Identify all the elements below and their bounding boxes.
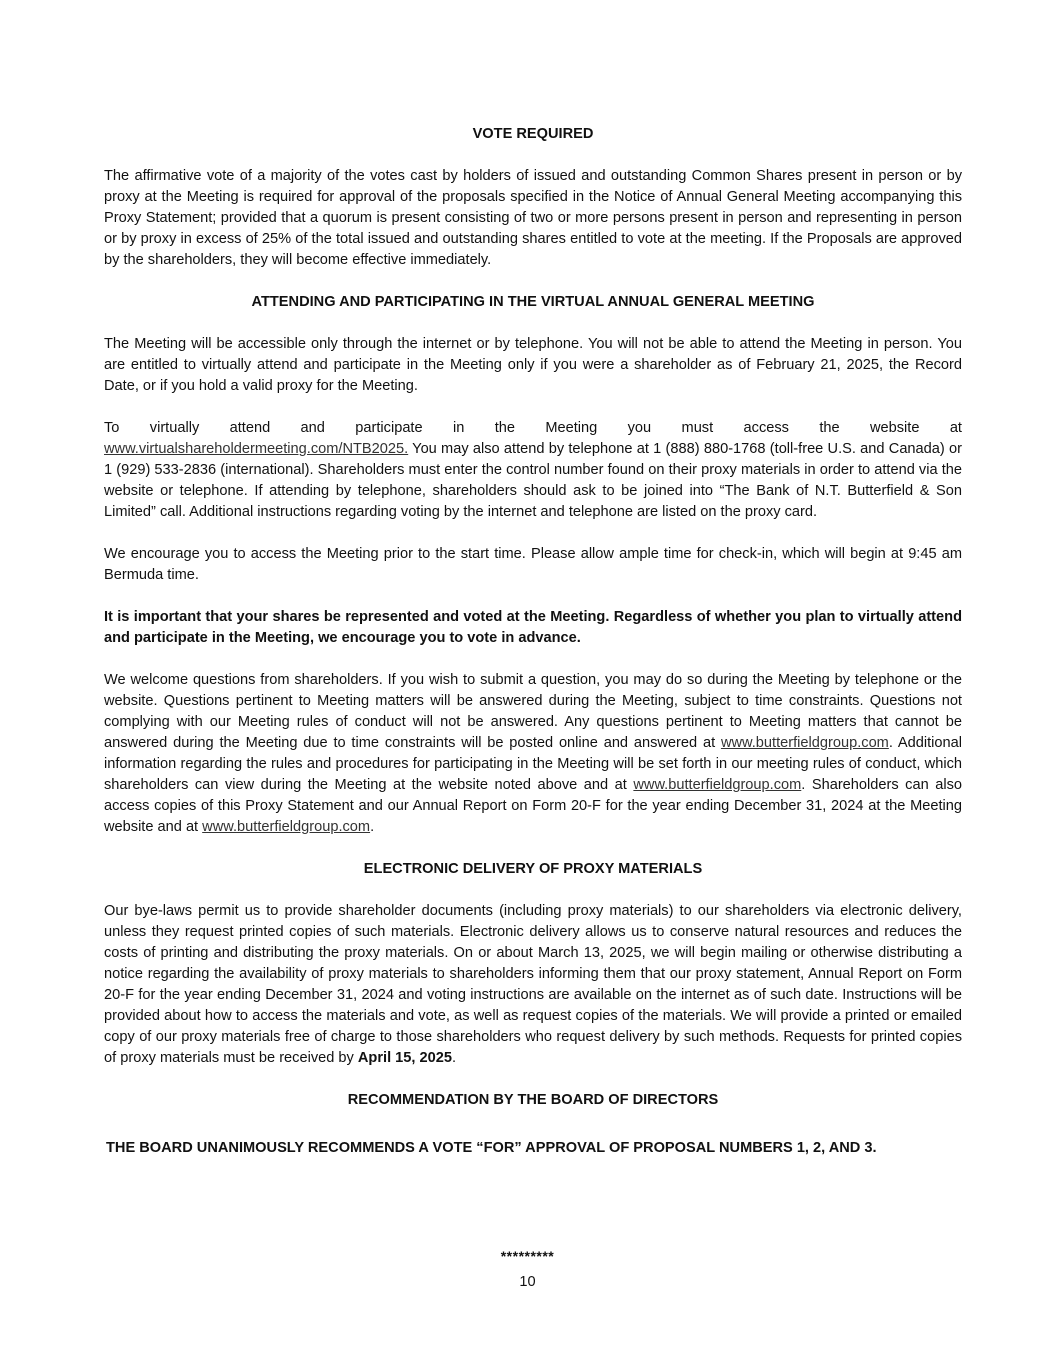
electronic-delivery-text: Our bye-laws permit us to provide shareholder documents (including proxy materials) to our shareholders via electronic delivery, unless they request printed copies of such materials. Electronic delivery allows us to conserve natural resources and reduces the costs of printing and distributing the proxy materials. On or about March 13, 2025, we will begin mailing or otherwise distributing a notice regarding the availability of proxy materials to shareholders informing them that our proxy statement, Annual Report on Form 20-F for the year ending December 31, 2024 and voting instructions are available on the internet as of such date. Instructions will be provided about how to access the materials and vote, as well as request copies of the materials. We will provide a printed or emailed copy of our proxy materials free of charge to those shareholders who request delivery by such methods. Requests for printed copies of proxy materials must be received by xyxy=(104,903,962,1066)
page-number: 10 xyxy=(519,1274,536,1290)
vote-required-paragraph: The affirmative vote of a majority of the votes cast by holders of issued and outstanding Common Shares present in person or by proxy at the Meeting is required for approval of the proposals specified in the Notice of Annual General Meeting accompanying this Proxy Statement; provided that a quorum is present consisting of two or more persons present in person and representing in person or by proxy in excess of 25% of the total issued and outstanding shares entitled to vote at the meeting. If the Proposals are approved by the shareholders, they will become effective immediately. xyxy=(104,168,962,268)
important-notice: It is important that your shares be represented and voted at the Meeting. Regardless of whether you plan to virtually attend and participate in the Meeting, we encourage you to vote in advance. xyxy=(104,609,962,646)
questions-paragraph xyxy=(104,670,962,838)
separator-asterisks: ********* xyxy=(500,1248,555,1264)
electronic-delivery-heading: ELECTRONIC DELIVERY OF PROXY MATERIALS xyxy=(363,861,703,877)
page-content xyxy=(104,124,962,1159)
virtual-meeting-link[interactable]: www.virtualshareholdermeeting.com/NTB2025. xyxy=(104,441,409,457)
attending-paragraph-2-rest: You may also attend by telephone at 1 (888) 880-1768 (toll-free U.S. and Canada) or 1 (929) 533-2836 (international). Shareholders must enter the control number found on their proxy materials in order to attend via the website or telephone. If attending by telephone, shareholders should ask to be joined into “The Bank of N.T. Butterfield & Son Limited” call. Additional instructions regarding voting by the internet and telephone are listed on the proxy card. xyxy=(104,441,962,520)
vote-required-heading: VOTE REQUIRED xyxy=(472,126,594,142)
board-recommendation-statement: THE BOARD UNANIMOUSLY RECOMMENDS A VOTE “FOR” APPROVAL OF PROPOSAL NUMBERS 1, 2, AND 3. xyxy=(106,1140,877,1156)
attending-paragraph-1: The Meeting will be accessible only through the internet or by telephone. You will not be able to attend the Meeting in person. You are entitled to virtually attend and participate in the Meeting only if you were a shareholder as of February 21, 2025, the Record Date, or if you hold a valid proxy for the Meeting. xyxy=(104,336,962,394)
butterfield-link-1[interactable]: www.butterfieldgroup.com xyxy=(720,735,889,751)
questions-text-c: . Shareholders can also access copies of this Proxy Statement and our Annual Report on Form 20-F for the year ending December 31, 2024 at the Meeting website and at xyxy=(104,777,963,835)
electronic-delivery-end: . xyxy=(451,1050,457,1066)
attending-paragraph-3: We encourage you to access the Meeting prior to the start time. Please allow ample time for check-in, which will begin at 9:45 am Bermuda time. xyxy=(104,546,962,583)
access-website-line: To virtually attend and participate in the Meeting you must access the website at xyxy=(104,420,962,436)
butterfield-link-3[interactable]: www.butterfieldgroup.com xyxy=(202,819,371,835)
questions-text-d: . xyxy=(370,819,375,835)
attending-paragraph-2 xyxy=(104,418,962,523)
questions-text-b: . Additional information regarding the rules and procedures for participating in the Meeting will be set forth in our meeting rules of conduct, which shareholders can view during the Meeting at the website noted above and at xyxy=(104,735,963,793)
questions-text-a: We welcome questions from shareholders. If you wish to submit a question, you may do so during the Meeting by telephone or the website. Questions pertinent to Meeting matters will be answered during the Meeting, subject to time constraints. Questions not complying with our Meeting rules of conduct will not be answered. Any questions pertinent to Meeting matters that cannot be answered during the Meeting due to time constraints will be posted online and answered at xyxy=(104,672,962,751)
deadline-date: April 15, 2025 xyxy=(357,1050,452,1066)
butterfield-link-2[interactable]: www.butterfieldgroup.com xyxy=(633,777,802,793)
attending-heading: ATTENDING AND PARTICIPATING IN THE VIRTUAL ANNUAL GENERAL MEETING xyxy=(251,294,815,310)
recommendation-heading: RECOMMENDATION BY THE BOARD OF DIRECTORS xyxy=(347,1092,719,1108)
electronic-delivery-paragraph xyxy=(104,901,962,1069)
